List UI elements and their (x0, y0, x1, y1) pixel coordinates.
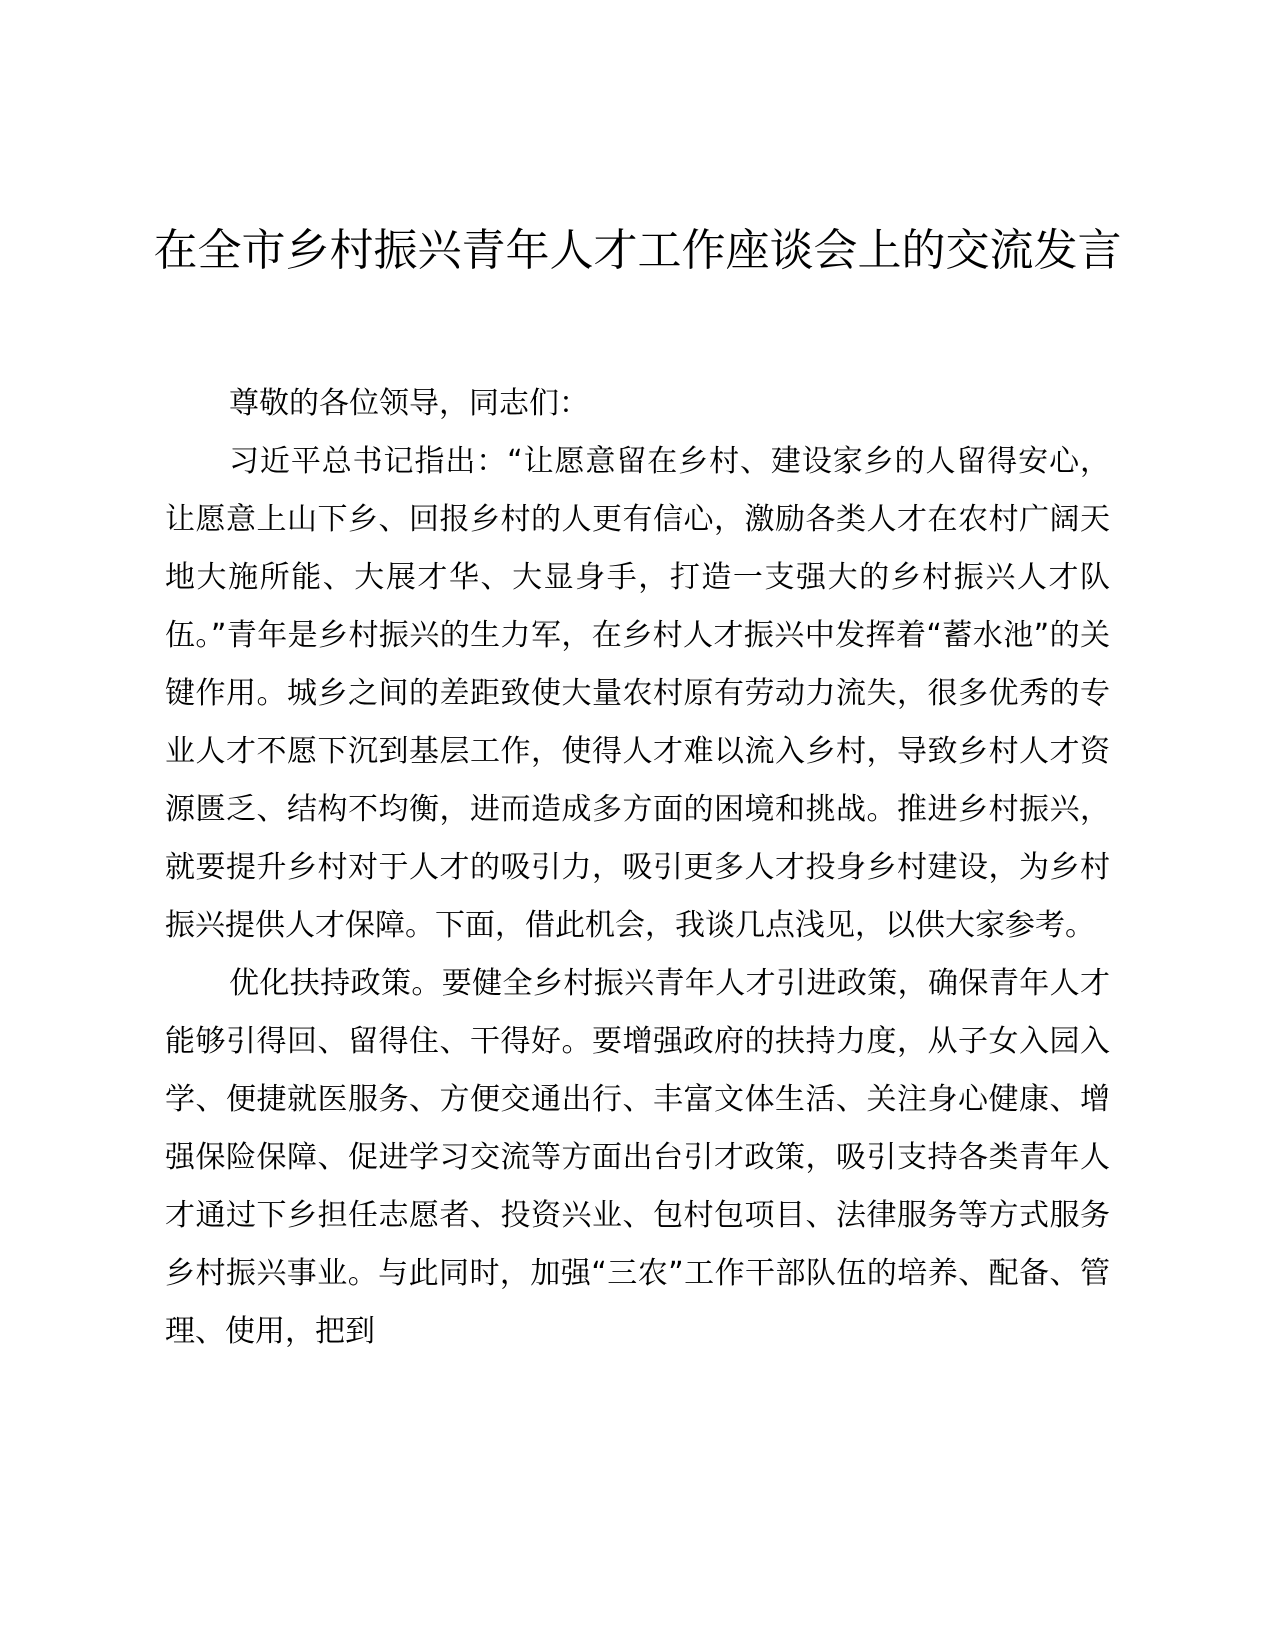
document-title: 在全市乡村振兴青年人才工作座谈会上的交流发言 (153, 225, 1122, 276)
body-paragraph-1: 习近平总书记指出：“让愿意留在乡村、建设家乡的人留得安心，让愿意上山下乡、回报乡村的人更有信心，激励各类人才在农村广阔天地大施所能、大展才华、大显身手，打造一支强大的乡村振兴人才队伍。”青年是乡村振兴的生力军，在乡村人才振兴中发挥着“蓄水池”的关键作用。城乡之间的差距致使大量农村原有劳动力流失，很多优秀的专业人才不愿下沉到基层工作，使得人才难以流入乡村，导致乡村人才资源匮乏、结构不均衡，进而造成多方面的困境和挑战。推进乡村振兴，就要提升乡村对于人才的吸引力，吸引更多人才投身乡村建设，为乡村振兴提供人才保障。下面，借此机会，我谈几点浅见，以供大家参考。 (165, 444, 1110, 943)
salutation-paragraph: 尊敬的各位领导，同志们： (229, 386, 589, 421)
body-paragraph-2: 优化扶持政策。要健全乡村振兴青年人才引进政策，确保青年人才能够引得回、留得住、干得好。要增强政府的扶持力度，从子女入园入学、便捷就医服务、方便交通出行、丰富文体生活、关注身心健康、增强保险保障、促进学习交流等方面出台引才政策，吸引支持各类青年人才通过下乡担任志愿者、投资兴业、包村包项目、法律服务等方式服务乡村振兴事业。与此同时，加强“三农”工作干部队伍的培养、配备、管理、使用，把到 (165, 966, 1110, 1349)
document-body (165, 375, 1110, 1361)
